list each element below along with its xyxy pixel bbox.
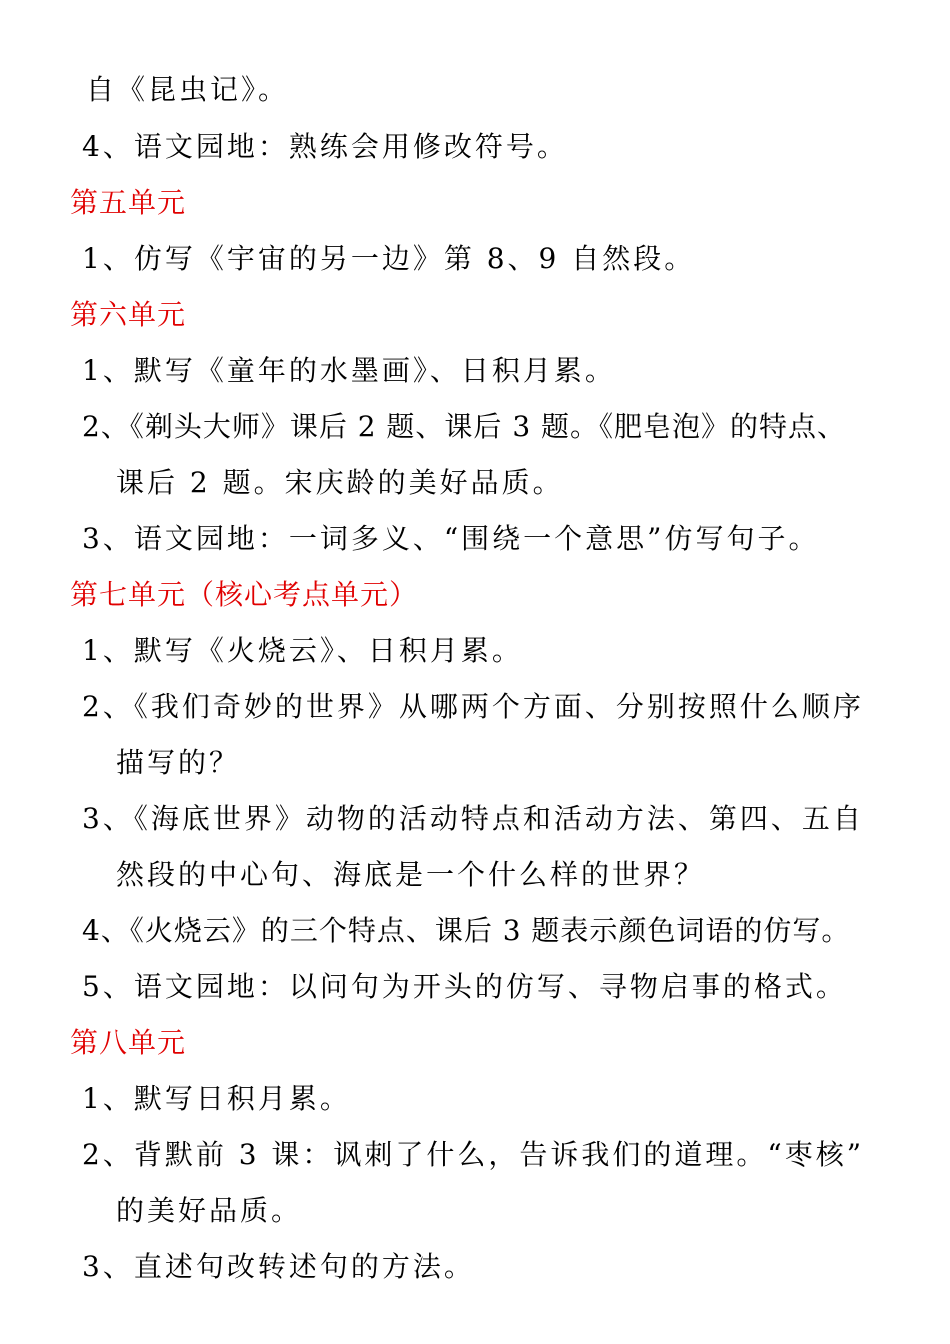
list-item: 4、语文园地：熟练会用修改符号。 — [82, 130, 568, 163]
list-item: 1、仿写《宇宙的另一边》第 8、9 自然段。 — [82, 242, 696, 275]
list-item: 2、《剃头大师》课后 2 题、课后 3 题。《肥皂泡》的特点、 — [82, 410, 847, 443]
section-heading-unit-6: 第六单元 — [70, 298, 187, 331]
section-heading-unit-5: 第五单元 — [70, 186, 187, 219]
list-item: 5、语文园地：以问句为开头的仿写、寻物启事的格式。 — [82, 970, 847, 1003]
list-item: 1、默写《火烧云》、日积月累。 — [82, 634, 523, 667]
list-item: 1、默写日积月累。 — [82, 1082, 351, 1115]
section-heading-unit-8: 第八单元 — [70, 1026, 187, 1059]
section-heading-unit-7: 第七单元（核心考点单元） — [70, 578, 419, 611]
list-item: 4、《火烧云》的三个特点、课后 3 题表示颜色词语的仿写。 — [82, 914, 851, 947]
list-item: 2、《我们奇妙的世界》从哪两个方面、分别按照什么顺序 — [82, 690, 864, 723]
list-item: 3、直述句改转述句的方法。 — [82, 1250, 475, 1283]
list-item-continuation: 描写的？ — [116, 746, 241, 779]
list-item-continuation: 课后 2 题。宋庆龄的美好品质。 — [116, 466, 564, 499]
list-item: 2、背默前 3 课：讽刺了什么，告诉我们的道理。“枣核” — [82, 1138, 865, 1171]
list-item-continuation: 的美好品质。 — [116, 1194, 303, 1227]
list-item-continuation: 然段的中心句、海底是一个什么样的世界？ — [116, 858, 706, 891]
list-item: 1、默写《童年的水墨画》、日积月累。 — [82, 354, 616, 387]
list-item: 3、语文园地：一词多义、“围绕一个意思”仿写句子。 — [82, 522, 820, 555]
list-item: 3、《海底世界》动物的活动特点和活动方法、第四、五自 — [82, 802, 864, 835]
text-line: 自《昆虫记》。 — [86, 73, 290, 106]
